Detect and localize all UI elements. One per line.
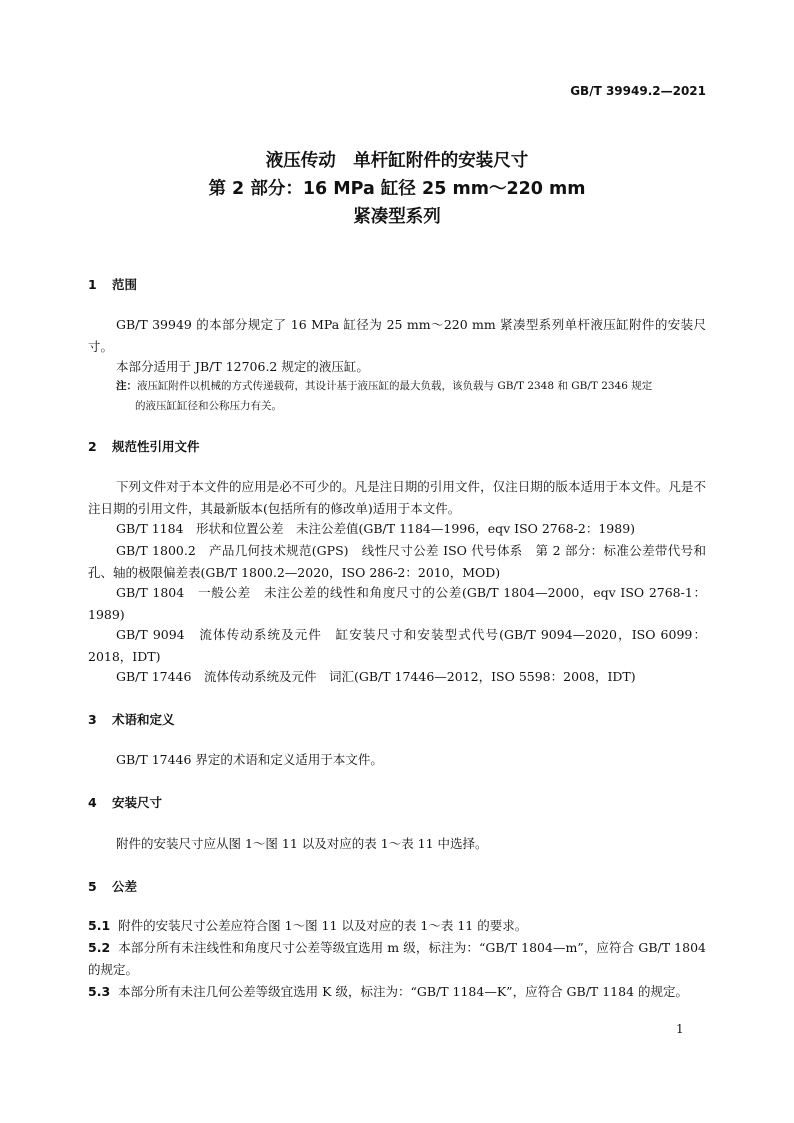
clause-5-3-text: 本部分所有未注几何公差等级宜选用 K 级，标注为：“GB/T 1184—K”，应符合 GB/T 1184 的规定。 [118, 984, 689, 999]
clause-5-1-number: 5.1 [88, 918, 111, 933]
section-4-title: 安装尺寸 [112, 795, 163, 810]
section-5-number: 5 [88, 879, 97, 894]
note-line-1: 液压缸附件以机械的方式传递载荷，其设计基于液压缸的最大负载，该负载与 GB/T 2348 和 GB/T 2346 规定 [137, 380, 653, 392]
clause-5-2-text: 本部分所有未注线性和角度尺寸公差等级宜选用 m 级，标注为：“GB/T 1804—m”，应符合 GB/T 1804 的规定。 [88, 940, 706, 977]
reference-item: GB/T 1800.2 产品几何技术规范(GPS) 线性尺寸公差 ISO 代号体系 第 2 部分：标准公差带代号和孔、轴的极限偏差表(GB/T 1800.2—2020，ISO 286-2：2010，MOD) [88, 543, 706, 580]
reference-item: GB/T 1184 形状和位置公差 未注公差值(GB/T 1184—1996，eqv ISO 2768-2：1989) [116, 521, 636, 536]
reference-item: GB/T 17446 流体传动系统及元件 词汇(GB/T 17446—2012，ISO 5598：2008，IDT) [116, 669, 636, 684]
section-3-heading [88, 710, 175, 728]
reference-item: GB/T 9094 流体传动系统及元件 缸安装尺寸和安装型式代号(GB/T 9094—2020，ISO 6099：2018，IDT) [88, 627, 706, 664]
page-number: 1 [676, 1022, 684, 1036]
clause-5-1 [88, 915, 706, 937]
section-1-paragraph-2: 本部分适用于 JB/T 12706.2 规定的液压缸。 [116, 359, 369, 374]
section-3-number: 3 [88, 712, 97, 727]
section-4-paragraph: 附件的安装尺寸应从图 1～图 11 以及对应的表 1～表 11 中选择。 [116, 836, 488, 851]
section-4-number: 4 [88, 795, 97, 810]
clause-5-2-number: 5.2 [88, 940, 111, 955]
section-1-heading [88, 275, 137, 293]
note-line-2: 的液压缸缸径和公称压力有关。 [135, 400, 282, 412]
section-3-paragraph: GB/T 17446 界定的术语和定义适用于本文件。 [116, 752, 383, 767]
section-1-number: 1 [88, 277, 97, 292]
standard-number: GB/T 39949.2—2021 [570, 84, 706, 98]
title-line-2: 第 2 部分：16 MPa 缸径 25 mm～220 mm [208, 179, 586, 199]
section-5-heading [88, 877, 137, 895]
clause-5-3-number: 5.3 [88, 984, 111, 999]
title-line-3: 紧凑型系列 [353, 207, 441, 227]
clause-5-2 [88, 937, 706, 981]
section-1-title: 范围 [112, 277, 138, 292]
section-2-title: 规范性引用文件 [112, 439, 200, 454]
section-2-heading [88, 437, 200, 455]
note-label: 注： [116, 380, 137, 392]
section-5-title: 公差 [112, 879, 138, 894]
clause-5-1-text: 附件的安装尺寸公差应符合图 1～图 11 以及对应的表 1～表 11 的要求。 [118, 918, 528, 933]
section-1-note [116, 376, 706, 416]
section-1-paragraph-1: GB/T 39949 的本部分规定了 16 MPa 缸径为 25 mm～220 mm 紧凑型系列单杆液压缸附件的安装尺寸。 [88, 317, 706, 354]
section-2-intro: 下列文件对于本文件的应用是必不可少的。凡是注日期的引用文件，仅注日期的版本适用于本文件。凡是不注日期的引用文件，其最新版本(包括所有的修改单)适用于本文件。 [88, 479, 706, 516]
section-2-number: 2 [88, 439, 97, 454]
section-3-title: 术语和定义 [112, 712, 175, 727]
title-line-1: 液压传动 单杆缸附件的安装尺寸 [265, 151, 529, 171]
section-4-heading [88, 793, 162, 811]
reference-item: GB/T 1804 一般公差 未注公差的线性和角度尺寸的公差(GB/T 1804—2000，eqv ISO 2768-1：1989) [88, 585, 706, 622]
clause-5-3 [88, 981, 706, 1003]
